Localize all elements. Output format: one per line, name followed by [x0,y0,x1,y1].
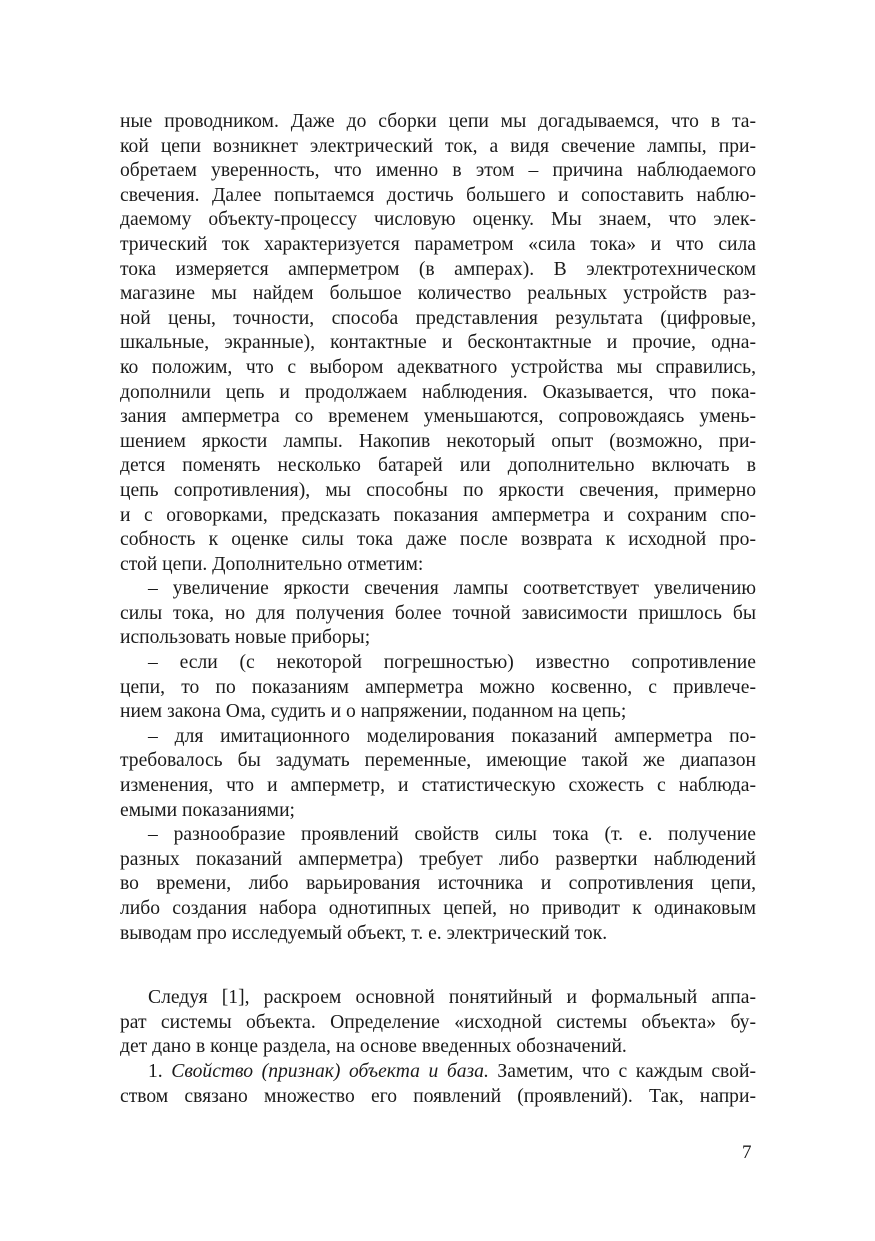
text-line: во времени, либо варьирования источника и сопротивления цепи, [120,873,756,895]
text-line: – если (с некоторой погрешностью) известно сопротивление [148,652,756,674]
page-number: 7 [742,1142,752,1163]
text-line: – разнообразие проявлений свойств силы тока (т. е. получение [148,824,756,846]
text-line: использовать новые приборы; [120,627,371,649]
text-line: шением яркости лампы. Накопив некоторый опыт (возможно, при- [120,430,756,452]
text-line: нием закона Ома, судить и о напряжении, поданном на цепь; [120,701,627,723]
text-line: стой цепи. Дополнительно отметим: [120,553,424,575]
text-line: цепи, то по показаниям амперметра можно косвенно, с привлече- [120,676,756,698]
text-line: ной цены, точности, способа представления результата (цифровые, [120,307,756,329]
text-line: свечения. Далее попытаемся достичь большего и сопоставить наблю- [120,184,756,206]
text-line: дополнили цепь и продолжаем наблюдения. Оказывается, что пока- [120,381,756,403]
text-line: обретаем уверенность, что именно в этом – причина наблюдаемого [120,160,756,182]
text-line: дется поменять несколько батарей или дополнительно включать в [120,455,756,477]
text-line: рат системы объекта. Определение «исходной системы объекта» бу- [120,1011,756,1033]
list-item [120,651,756,725]
text-line: – для имитационного моделирования показаний амперметра по- [148,725,756,747]
text-line: емыми показаниями; [120,799,295,821]
text-line: трический ток характеризуется параметром «сила тока» и что сила [120,233,756,255]
text-line: ко положим, что с выбором адекватного устройства мы справились, [120,356,756,378]
text-line: Следуя [1], раскроем основной понятийный и формальный аппа- [148,987,756,1009]
text-line: требовалось бы задумать переменные, имеющие такой же диапазон [120,750,756,772]
definition-number: 1. [148,1060,172,1082]
text-line: выводам про исследуемый объект, т. е. электрический ток. [120,922,608,944]
list-item [120,823,756,946]
paragraph-apparatus [120,986,756,1060]
list-item [120,577,756,651]
text-line: зания амперметра со временем уменьшаются, сопровождаясь умень- [120,406,756,428]
definition-text: Заметим, что с каждым свой- [488,1060,756,1082]
text-line: ные проводником. Даже до сборки цепи мы догадываемся, что в та- [120,111,756,132]
list-item [120,725,756,823]
text-line: шкальные, экранные), контактные и бесконтактные и прочие, одна- [120,332,756,354]
page-body [120,110,756,1109]
text-line: кой цепи возникнет электрический ток, а видя свечение лампы, при- [120,135,756,157]
text-line: магазине мы найдем большое количество реальных устройств раз- [120,283,756,305]
text-line: силы тока, но для получения более точной зависимости пришлось бы [120,602,756,624]
definition-term: Свойство (признак) объекта и база. [171,1060,489,1082]
text-line: даемому объекту-процессу числовую оценку. Мы знаем, что элек- [120,209,756,231]
paragraph-intro [120,110,756,577]
text-line: либо создания набора однотипных цепей, но приводит к одинаковым [120,898,756,919]
text-line: – увеличение яркости свечения лампы соответствует увеличению [148,578,756,600]
paragraph-gap [120,946,756,986]
text-line: разных показаний амперметра) требует либо развертки наблюдений [120,848,756,870]
text-line: и с оговорками, предсказать показания амперметра и сохраним спо- [120,504,756,526]
text-line: цепь сопротивления), мы способны по яркости свечения, примерно [120,479,756,501]
text-line: изменения, что и амперметр, и статистическую схожесть с наблюда- [120,775,756,797]
definition-first-line [120,1060,756,1085]
definition-paragraph [120,1060,756,1109]
text-line: собность к оценке силы тока даже после возврата к исходной про- [120,529,756,551]
text-line: тока измеряется амперметром (в амперах). В электротехническом [120,258,756,280]
text-line: ством связано множество его появлений (проявлений). Так, напри- [120,1085,756,1107]
text-line: дет дано в конце раздела, на основе введенных обозначений. [120,1036,627,1058]
